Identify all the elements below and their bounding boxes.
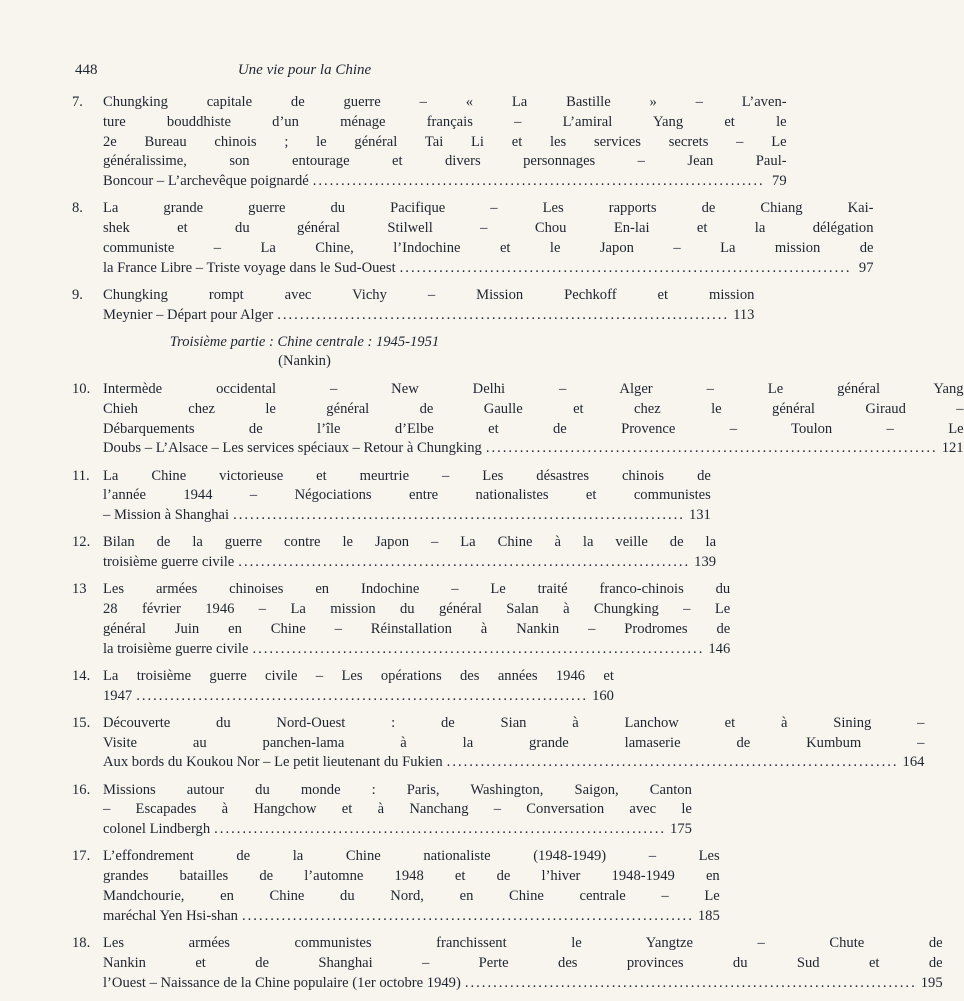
summary-line: Débarquements de l’île d’Elbe et de Provence – Toulon – Le: [103, 420, 964, 437]
chapter-summary: [103, 714, 924, 773]
chapter-page-number: 160: [592, 687, 614, 704]
summary-line: [103, 820, 692, 840]
summary-line: Les armées chinoises en Indochine – Le traité franco-chinois du: [103, 581, 731, 598]
chapter-number: 12.: [72, 534, 91, 551]
chapter-number: 9.: [72, 286, 83, 303]
summary-line: Visite au panchen-lama à la grande lamaserie de Kumbum –: [103, 734, 925, 751]
summary-line: [103, 172, 787, 192]
chapter-summary: [103, 667, 614, 707]
dot-leader: ................................................................................: [252, 640, 705, 657]
chapter-number: 13: [72, 581, 87, 598]
summary-line: général Juin en Chine – Réinstallation à Nankin – Prodromes de: [103, 620, 731, 637]
chapter-page-number: 113: [733, 306, 755, 323]
part-subtitle: (Nankin): [278, 352, 331, 369]
summary-line-text: 1947: [103, 687, 133, 704]
chapter-number: 8.: [72, 200, 83, 217]
part-heading: [72, 333, 537, 371]
chapter-summary: [103, 93, 787, 192]
summary-line: [103, 640, 730, 660]
summary-line: Les armées communistes franchissent le Yangtze – Chute de: [103, 934, 943, 951]
summary-line-text: la France Libre – Triste voyage dans le Sud-Ouest: [103, 259, 396, 276]
chapter-page-number: 146: [708, 640, 731, 657]
summary-line: L’effondrement de la Chine nationaliste (1948-1949) – Les: [103, 848, 720, 865]
chapter-number: 10.: [72, 380, 91, 397]
chapter-summary: [103, 934, 943, 993]
summary-line: Mandchourie, en Chine du Nord, en Chine centrale – Le: [103, 888, 720, 904]
chapter-summary: [103, 199, 874, 278]
summary-line: Nankin et de Shanghai – Perte des provinces du Sud et de: [103, 954, 943, 971]
toc-entry: [72, 580, 731, 659]
dot-leader: ................................................................................: [399, 259, 852, 276]
summary-line: Chieh chez le général de Gaulle et chez le général Giraud –: [103, 400, 964, 417]
summary-line: [103, 439, 964, 459]
summary-line-text: Doubs – L’Alsace – Les services spéciaux – Retour à Chungking: [103, 440, 482, 457]
summary-line-text: la troisième guerre civile: [103, 640, 249, 657]
chapter-page-number: 164: [902, 754, 925, 771]
summary-line-text: Meynier – Départ pour Alger: [103, 306, 274, 323]
table-of-contents: [72, 93, 964, 1001]
summary-line: généralissime, son entourage et divers personnages – Jean Paul-: [103, 153, 787, 170]
summary-line: La Chine victorieuse et meurtrie – Les désastres chinois de: [103, 467, 711, 484]
toc-entry: [72, 199, 874, 278]
summary-line: [103, 907, 720, 927]
summary-line-text: maréchal Yen Hsi-shan: [103, 907, 238, 924]
toc-entries-part-two: [72, 93, 874, 326]
toc-entry: [72, 286, 755, 326]
chapter-number: 15.: [72, 714, 91, 731]
dot-leader: ................................................................................: [446, 754, 899, 771]
dot-leader: ................................................................................: [136, 687, 589, 704]
dot-leader: ................................................................................: [238, 554, 691, 571]
chapter-summary: [103, 467, 711, 526]
page-number: 448: [75, 62, 98, 78]
chapter-page-number: 121: [941, 440, 964, 457]
summary-line: Chungking rompt avec Vichy – Mission Pechkoff et mission: [103, 286, 755, 303]
summary-line: 2e Bureau chinois ; le général Tai Li et les services secrets – Le: [103, 133, 787, 150]
chapter-page-number: 185: [697, 907, 720, 924]
summary-line: [103, 506, 711, 526]
chapter-page-number: 195: [920, 974, 943, 991]
chapter-number: 11.: [72, 467, 90, 484]
summary-line: [103, 553, 716, 573]
chapter-page-number: 79: [772, 173, 787, 190]
chapter-page-number: 97: [858, 259, 874, 276]
chapter-number: 18.: [72, 934, 91, 951]
chapter-number: 16.: [72, 781, 91, 798]
summary-line: grandes batailles de l’automne 1948 et de l’hiver 1948-1949 en: [103, 868, 720, 885]
page-header: [75, 62, 534, 84]
chapter-summary: [103, 533, 716, 573]
dot-leader: ................................................................................: [485, 440, 938, 457]
summary-line: La troisième guerre civile – Les opérations des années 1946 et: [103, 667, 614, 684]
chapter-page-number: 131: [688, 507, 711, 524]
toc-entry: [72, 93, 787, 192]
chapter-summary: [103, 580, 730, 659]
chapter-number: 17.: [72, 848, 91, 865]
summary-line: Missions autour du monde : Paris, Washington, Saigon, Canton: [103, 781, 692, 798]
summary-line: 28 février 1946 – La mission du général Salan à Chungking – Le: [103, 601, 731, 618]
summary-line: Intermède occidental – New Delhi – Alger – Le général Yang: [103, 380, 964, 397]
chapter-summary: [103, 847, 720, 926]
summary-line: Chungking capitale de guerre – « La Bastille » – L’aven-: [103, 94, 787, 110]
summary-line: La grande guerre du Pacifique – Les rapports de Chiang Kai-: [103, 200, 874, 217]
summary-line: Découverte du Nord-Ouest : de Sian à Lanchow et à Sining –: [103, 714, 925, 731]
toc-entry: [72, 847, 720, 926]
summary-line: – Escapades à Hangchow et à Nanchang – Conversation avec le: [103, 801, 692, 818]
summary-line: l’année 1944 – Négociations entre nationalistes et communistes: [103, 487, 711, 504]
summary-line: communiste – La Chine, l’Indochine et le Japon – La mission de: [103, 239, 874, 256]
summary-line-text: colonel Lindbergh: [103, 821, 211, 838]
dot-leader: ................................................................................: [233, 507, 685, 524]
toc-entry: [72, 781, 692, 840]
dot-leader: ................................................................................: [312, 173, 765, 190]
toc-entries-part-three: [72, 380, 964, 993]
summary-line: ture bouddhiste d’un ménage français – L’amiral Yang et le: [103, 113, 787, 130]
chapter-summary: [103, 286, 754, 326]
summary-line: shek et du général Stilwell – Chou En-lai et la délégation: [103, 220, 874, 237]
summary-line-text: troisième guerre civile: [103, 554, 235, 571]
toc-entry: [72, 667, 614, 707]
chapter-summary: [103, 781, 692, 840]
toc-entry: [72, 533, 717, 573]
toc-entry: [72, 380, 964, 459]
summary-line-text: Boncour – L’archevêque poignardé: [103, 173, 309, 190]
chapter-number: 7.: [72, 94, 83, 110]
summary-line: Bilan de la guerre contre le Japon – La Chine à la veille de la: [103, 534, 717, 551]
dot-leader: ................................................................................: [464, 974, 917, 991]
chapter-summary: [103, 380, 964, 459]
summary-line: [103, 753, 924, 773]
summary-line: [103, 259, 874, 279]
summary-line-text: Aux bords du Koukou Nor – Le petit lieutenant du Fukien: [103, 754, 443, 771]
summary-line: [103, 687, 614, 707]
dot-leader: ................................................................................: [214, 821, 667, 838]
dot-leader: ................................................................................: [241, 907, 694, 924]
part-title: Troisième partie : Chine centrale : 1945-1951: [169, 333, 440, 350]
toc-entry: [72, 934, 943, 993]
chapter-page-number: 139: [694, 554, 717, 571]
running-title: Une vie pour la Chine: [237, 62, 372, 78]
toc-entry: [72, 467, 711, 526]
summary-line: [103, 306, 754, 326]
chapter-page-number: 175: [670, 821, 692, 838]
chapter-number: 14.: [72, 667, 91, 684]
toc-entry: [72, 714, 925, 773]
dot-leader: ................................................................................: [277, 306, 730, 323]
summary-line-text: l’Ouest – Naissance de la Chine populaire (1er octobre 1949): [103, 974, 461, 991]
summary-line-text: – Mission à Shanghai: [103, 507, 230, 524]
summary-line: [103, 974, 943, 994]
